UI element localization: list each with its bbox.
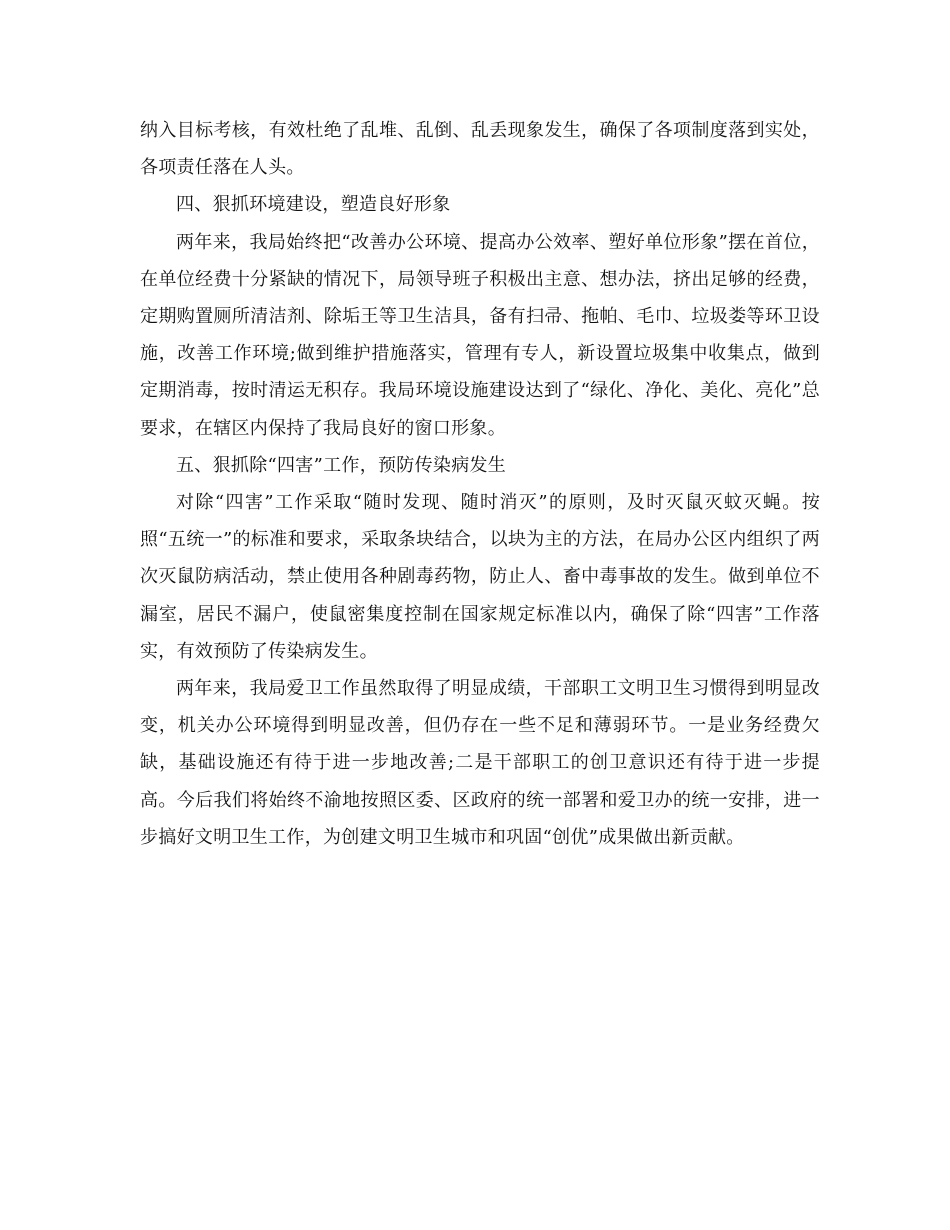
- section-heading-pests: 五、狠抓除“四害”工作，预防传染病发生: [176, 454, 507, 476]
- document-body: [140, 112, 820, 856]
- paragraph-environment: 两年来，我局始终把“改善办公环境、提高办公效率、塑好单位形象”摆在首位，在单位经费十分紧缺的情况下，局领导班子积极出主意、想办法，挤出足够的经费，定期购置厕所清洁剂、除垢王等卫生洁具，备有扫帚、拖帕、毛巾、垃圾娄等环卫设施，改善工作环境;做到维护措施落实，管理有专人，新设置垃圾集中收集点，做到定期消毒，按时清运无积存。我局环境设施建设达到了“绿化、净化、美化、亮化”总要求，在辖区内保持了我局良好的窗口形象。: [140, 231, 820, 439]
- paragraph-summary: 两年来，我局爱卫工作虽然取得了明显成绩，干部职工文明卫生习惯得到明显改变，机关办公环境得到明显改善，但仍存在一些不足和薄弱环节。一是业务经费欠缺，基础设施还有待于进一步地改善;二是干部职工的创卫意识还有待于进一步提高。今后我们将始终不渝地按照区委、区政府的统一部署和爱卫办的统一安排，进一步搞好文明卫生工作，为创建文明卫生城市和巩固“创优”成果做出新贡献。: [140, 678, 820, 848]
- paragraph-pests: 对除“四害”工作采取“随时发现、随时消灭”的原则，及时灭鼠灭蚊灭蝇。按照“五统一”的标准和要求，采取条块结合，以块为主的方法，在局办公区内组织了两次灭鼠防病活动，禁止使用各种剧毒药物，防止人、畜中毒事故的发生。做到单位不漏室，居民不漏户，使鼠密集度控制在国家规定标准以内，确保了除“四害”工作落实，有效预防了传染病发生。: [140, 492, 820, 662]
- paragraph-continuation: 纳入目标考核，有效杜绝了乱堆、乱倒、乱丢现象发生，确保了各项制度落到实处，各项责任落在人头。: [140, 120, 820, 179]
- section-heading-environment: 四、狠抓环境建设，塑造良好形象: [176, 194, 451, 216]
